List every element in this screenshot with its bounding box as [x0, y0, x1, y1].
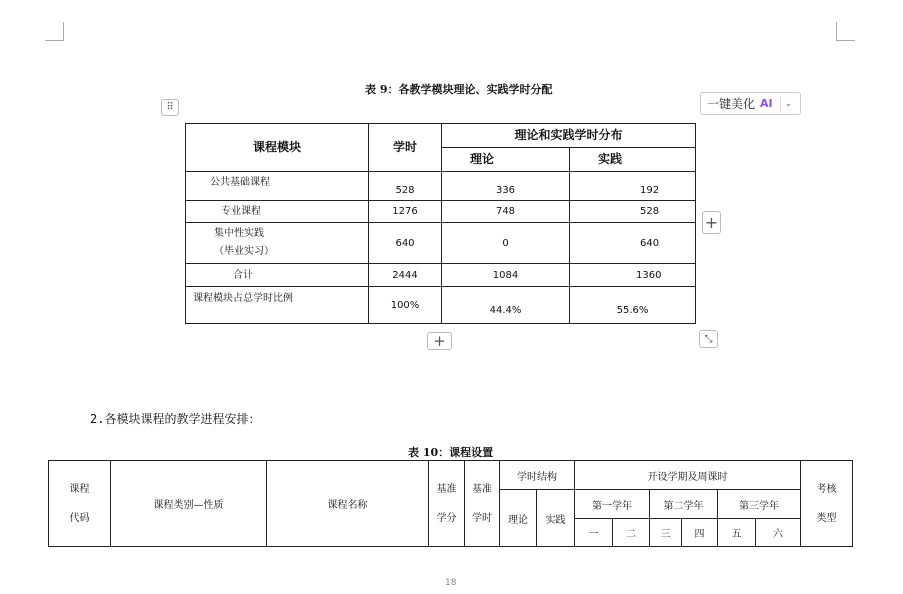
row4-practice[interactable]: 1360	[570, 264, 696, 287]
row5-theory[interactable]: 44.4%	[442, 287, 570, 324]
table10-caption: 表 10：课程设置	[408, 446, 494, 459]
header-term-2[interactable]: 二	[613, 519, 650, 547]
row5-practice[interactable]: 55.6%	[570, 287, 696, 324]
divider	[780, 96, 781, 112]
row2-theory[interactable]: 748	[442, 201, 570, 223]
header-term-1[interactable]: 一	[575, 519, 613, 547]
row5-hours[interactable]: 100%	[369, 287, 442, 324]
chevron-down-icon[interactable]: ⌄	[784, 98, 793, 109]
row4-theory[interactable]: 1084	[442, 264, 570, 287]
row1-theory[interactable]: 336	[442, 172, 570, 201]
row3-theory[interactable]: 0	[442, 223, 570, 264]
header-hours-structure[interactable]: 学时结构	[500, 461, 575, 490]
row3-hours[interactable]: 640	[369, 223, 442, 264]
table9-caption: 表 9：各教学模块理论、实践学时分配	[365, 83, 553, 96]
header-year2[interactable]: 第二学年	[650, 490, 718, 519]
header-module[interactable]: 课程模块	[186, 124, 369, 172]
header-exam-type-line2: 类型	[816, 512, 837, 524]
header-year3[interactable]: 第三学年	[718, 490, 801, 519]
page-number: 18	[445, 578, 457, 588]
header-base-hours-line2: 学时	[472, 512, 492, 524]
row2-practice[interactable]: 528	[570, 201, 696, 223]
row4-hours[interactable]: 2444	[369, 264, 442, 287]
row4-name[interactable]: 合计	[186, 264, 369, 287]
beautify-button[interactable]	[700, 92, 801, 115]
header-hours[interactable]: 学时	[369, 124, 442, 172]
row1-hours[interactable]: 528	[369, 172, 442, 201]
header-base-hours[interactable]	[465, 461, 500, 547]
table10	[48, 460, 853, 547]
header-category[interactable]: 课程类别—性质	[111, 461, 267, 547]
header-term-4[interactable]: 四	[682, 519, 718, 547]
section-heading: 2.各模块课程的教学进程安排：	[90, 412, 261, 426]
header-credit-line2: 学分	[436, 512, 457, 524]
header-semester[interactable]: 开设学期及周课时	[575, 461, 801, 490]
resize-table-icon[interactable]: ⤡	[699, 330, 718, 348]
header-exam-type[interactable]	[801, 461, 853, 547]
beautify-label: 一键美化	[707, 97, 756, 111]
header-term-5[interactable]: 五	[718, 519, 756, 547]
row3-practice[interactable]: 640	[570, 223, 696, 264]
header-code-line2: 代码	[69, 512, 90, 524]
header-exam-type-line1: 考核	[816, 483, 837, 495]
header-term-6[interactable]: 六	[756, 519, 801, 547]
header-theory[interactable]: 理论	[442, 148, 570, 172]
row2-name[interactable]: 专业课程	[186, 201, 369, 223]
header-course-name[interactable]: 课程名称	[267, 461, 429, 547]
header-base-hours-line1: 基准	[472, 483, 492, 495]
header-year1[interactable]: 第一学年	[575, 490, 650, 519]
header-code-line1: 课程	[69, 483, 90, 495]
table9	[185, 123, 696, 324]
row1-practice[interactable]: 192	[570, 172, 696, 201]
header-credit[interactable]	[429, 461, 465, 547]
row3-name-line1: 集中性实践	[214, 228, 264, 239]
row1-name[interactable]: 公共基础课程	[186, 172, 369, 201]
page-corner-mark-top-left	[45, 22, 64, 41]
row5-name[interactable]: 课程模块占总学时比例	[186, 287, 369, 324]
header-distribution[interactable]: 理论和实践学时分布	[442, 124, 696, 148]
page-corner-mark-top-right	[836, 22, 855, 41]
add-row-button[interactable]: +	[427, 332, 452, 350]
ai-icon: AI	[760, 97, 773, 110]
row2-hours[interactable]: 1276	[369, 201, 442, 223]
header-practice[interactable]: 实践	[537, 490, 575, 547]
header-code[interactable]	[49, 461, 111, 547]
header-term-3[interactable]: 三	[650, 519, 682, 547]
row3-name[interactable]	[186, 223, 369, 264]
add-column-button[interactable]: +	[702, 211, 721, 234]
table-drag-handle-icon[interactable]: ⠿	[161, 99, 179, 116]
header-theory[interactable]: 理论	[500, 490, 537, 547]
header-credit-line1: 基准	[436, 483, 457, 495]
row3-name-line2: （毕业实习）	[214, 246, 274, 257]
header-practice[interactable]: 实践	[570, 148, 696, 172]
